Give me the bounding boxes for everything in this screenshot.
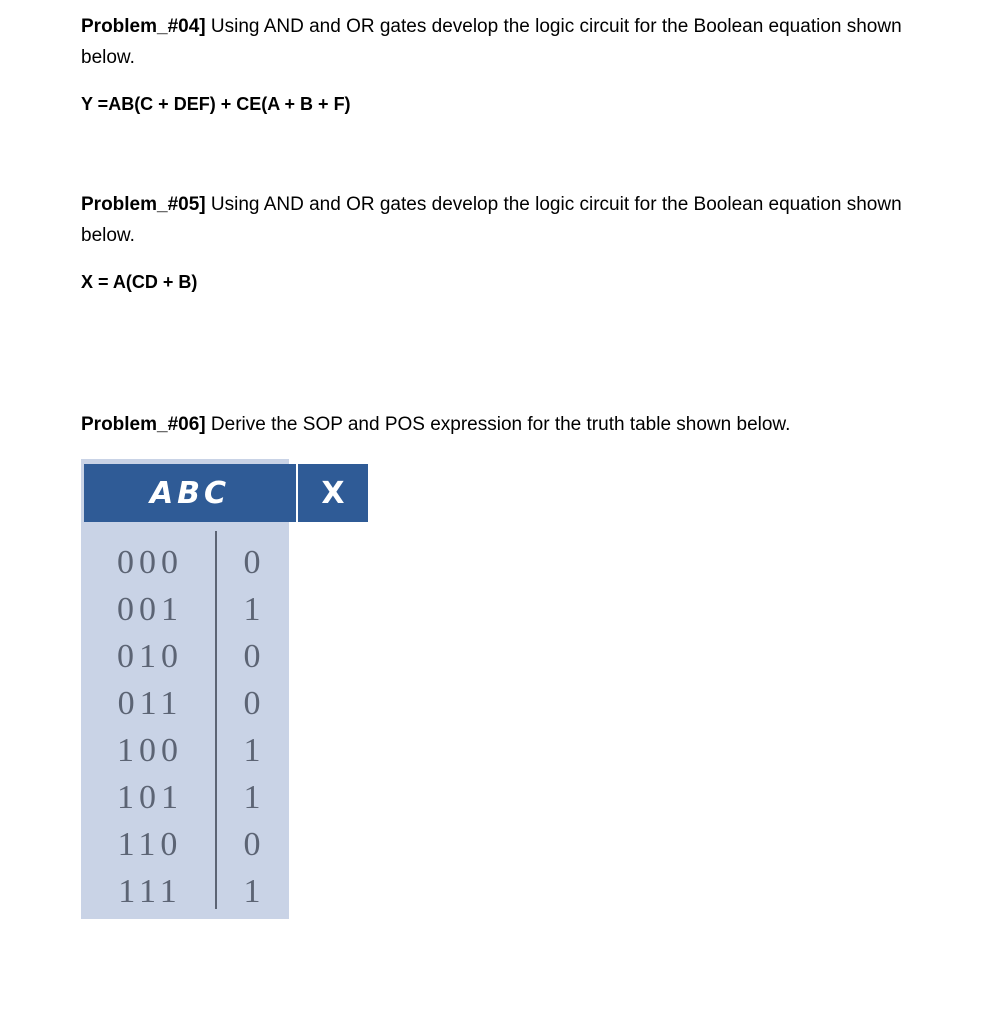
truth-table-header-abc: ABC	[84, 464, 296, 522]
problem-05-text: Using AND and OR gates develop the logic circuit for the Boolean equation shown below.	[81, 194, 902, 246]
truth-table-output-cell: 1	[243, 590, 261, 628]
problem-04-equation: Y =AB(C + DEF) + CE(A + B + F)	[81, 94, 351, 114]
truth-table-output-cell: 1	[243, 778, 261, 816]
truth-table-header-x: X	[298, 464, 368, 522]
problem-05	[81, 189, 941, 251]
truth-table-output-cell: 1	[243, 731, 261, 769]
truth-table-row	[81, 586, 289, 633]
truth-table-output-cell: 0	[243, 825, 261, 863]
problem-04	[81, 11, 941, 73]
truth-table-row	[81, 821, 289, 868]
truth-table-row	[81, 680, 289, 727]
truth-table-row	[81, 539, 289, 586]
truth-table-row	[81, 868, 289, 915]
problem-06-text: Derive the SOP and POS expression for the truth table shown below.	[205, 414, 791, 435]
truth-table-input-cell: 011	[117, 684, 183, 722]
truth-table-output-cell: 1	[243, 872, 261, 910]
truth-table-input-cell: 110	[117, 825, 183, 863]
truth-table-input-cell: 111	[118, 872, 182, 910]
truth-table-output-cell: 0	[243, 637, 261, 675]
truth-table-row	[81, 727, 289, 774]
truth-table-input-cell: 010	[117, 637, 183, 675]
problem-06-label: Problem_#06]	[81, 414, 206, 435]
truth-table	[81, 459, 345, 919]
truth-table-input-cell: 000	[117, 543, 183, 581]
problem-05-label: Problem_#05]	[81, 194, 206, 215]
truth-table-row	[81, 774, 289, 821]
truth-table-output-cell: 0	[243, 684, 261, 722]
truth-table-input-cell: 001	[117, 590, 183, 628]
truth-table-input-cell: 101	[117, 778, 183, 816]
truth-table-input-cell: 100	[117, 731, 183, 769]
problem-04-text: Using AND and OR gates develop the logic circuit for the Boolean equation shown below.	[81, 16, 902, 68]
truth-table-body	[81, 539, 289, 915]
problem-05-equation: X = A(CD + B)	[81, 272, 198, 292]
truth-table-row	[81, 633, 289, 680]
problem-06	[81, 409, 941, 440]
truth-table-output-cell: 0	[243, 543, 261, 581]
problem-04-label: Problem_#04]	[81, 16, 206, 37]
